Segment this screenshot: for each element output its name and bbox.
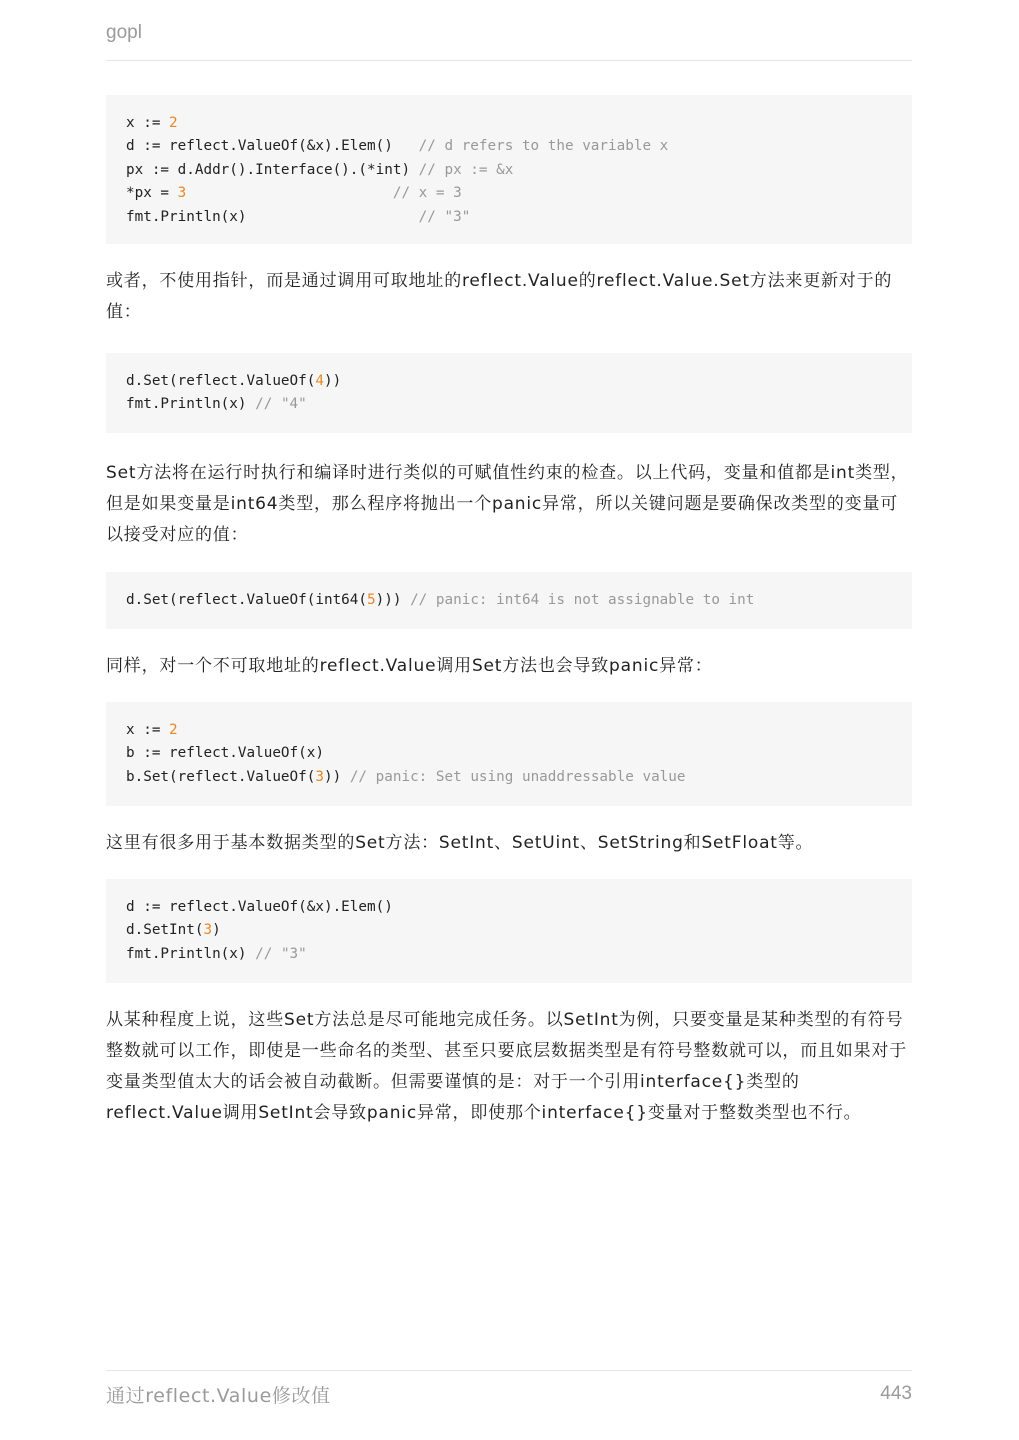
page-content [106, 95, 912, 1129]
paragraph-4: 这里有很多用于基本数据类型的Set方法：SetInt、SetUint、SetString和SetFloat等。 [106, 833, 814, 853]
book-title: gopl [106, 22, 142, 43]
code-line: x := 2 [126, 115, 178, 131]
code-line: d.Set(reflect.ValueOf(int64(5))) // panic: int64 is not assignable to int [126, 592, 755, 608]
paragraph-2: Set方法将在运行时执行和编译时进行类似的可赋值性约束的检查。以上代码，变量和值都是int类型，但是如果变量是int64类型，那么程序将抛出一个panic异常，所以关键问题是要确保改类型的变量可以接受对应的值： [106, 463, 909, 545]
code-line: *px = 3 // x = 3 [126, 185, 462, 202]
code-line: d.Set(reflect.ValueOf(4)) [126, 373, 342, 389]
page-footer [106, 1370, 912, 1417]
code-line: d := reflect.ValueOf(&x).Elem() [126, 899, 393, 915]
paragraph-5: 从某种程度上说，这些Set方法总是尽可能地完成任务。以SetInt为例，只要变量是某种类型的有符号整数就可以工作，即使是一些命名的类型、甚至只要底层数据类型是有符号整数就可以，而且如果对于变量类型值太大的话会被自动截断。但需要谨慎的是：对于一个引用interface{}类型的reflect.Value调用SetInt会导致panic异常，即使那个interface{}变量对于整数类型也不行。 [106, 1010, 907, 1123]
code-line: x := 2 [126, 722, 178, 738]
code-line: d := reflect.ValueOf(&x).Elem() // d refers to the variable x [126, 138, 669, 155]
code-line: fmt.Println(x) // "4" [126, 396, 307, 413]
section-title: 通过reflect.Value修改值 [106, 1385, 331, 1407]
code-block-1 [106, 95, 912, 244]
paragraph-1: 或者，不使用指针，而是通过调用可取地址的reflect.Value的reflect.Value.Set方法来更新对于的值： [106, 271, 893, 322]
page-header [106, 22, 912, 61]
code-block-5 [106, 879, 912, 983]
code-line: b.Set(reflect.ValueOf(3)) // panic: Set using unaddressable value [126, 768, 686, 785]
code-block-2 [106, 353, 912, 433]
code-line: b := reflect.ValueOf(x) [126, 745, 324, 762]
page-number: 443 [880, 1383, 912, 1404]
code-block-4 [106, 702, 912, 806]
code-line: d.SetInt(3) [126, 922, 221, 939]
paragraph-3: 同样，对一个不可取地址的reflect.Value调用Set方法也会导致panic异常： [106, 656, 713, 676]
code-line: fmt.Println(x) // "3" [126, 208, 471, 225]
code-line: px := d.Addr().Interface().(*int) // px := &x [126, 161, 514, 178]
code-line: fmt.Println(x) // "3" [126, 945, 307, 962]
code-block-3 [106, 572, 912, 629]
